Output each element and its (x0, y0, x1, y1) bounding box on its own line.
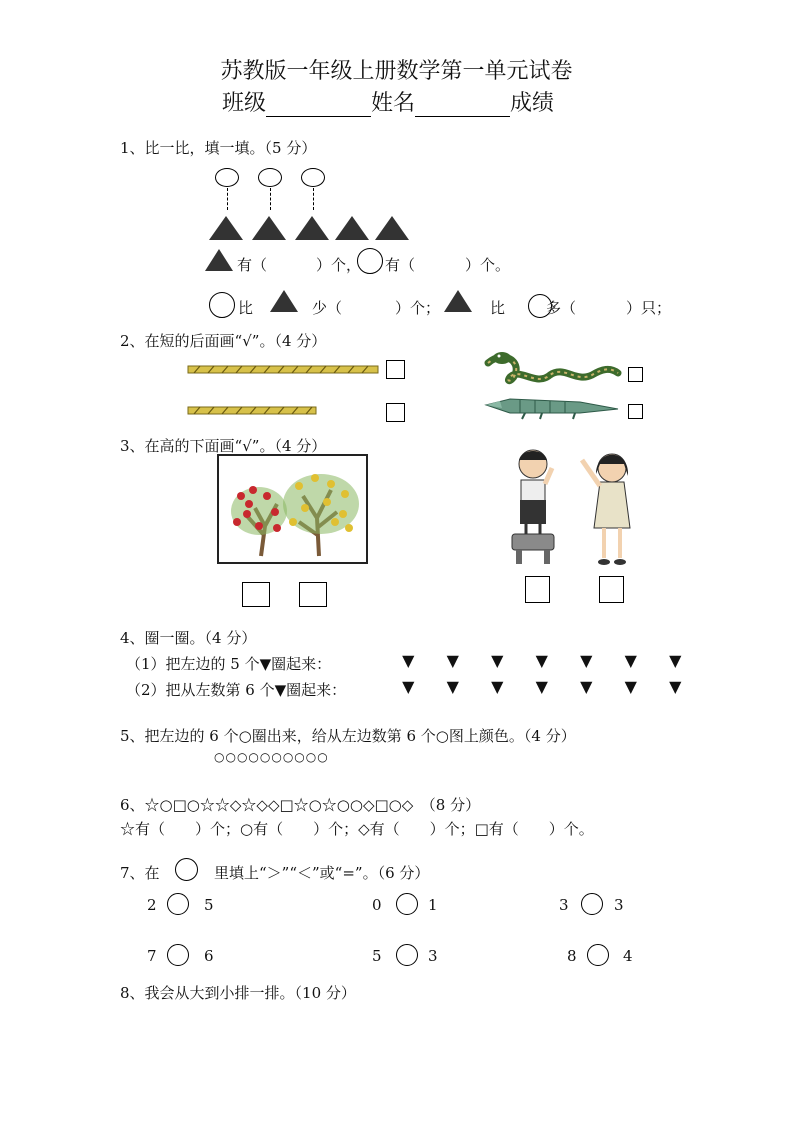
checkbox-crocodile[interactable] (628, 404, 643, 419)
q1-line2-text-a: 比 (238, 299, 254, 317)
q1-title: 1、比一比，填一填。（5 分） (120, 139, 317, 157)
name-label: 姓名 (371, 91, 416, 116)
checkbox-short-rope[interactable] (386, 403, 405, 422)
q1-line2-text-c: ）个； (395, 299, 441, 317)
triangle-icon[interactable]: ▼ (402, 677, 415, 696)
circle-icon (175, 858, 198, 881)
q1-line1-text-c: 有（ (385, 256, 416, 274)
circle-icon (209, 292, 235, 318)
triangle-shape (209, 216, 243, 240)
class-blank[interactable] (266, 96, 371, 117)
q7-right-number: 1 (428, 896, 438, 914)
q2-title: 2、在短的后面画“√”。（4 分） (120, 332, 327, 350)
q4-line1: （1）把左边的 5 个▼圈起来： (126, 655, 332, 673)
name-blank[interactable] (415, 96, 510, 117)
q3-title: 3、在高的下面画“√”。（4 分） (120, 437, 327, 455)
snake-crocodile-illustration (480, 347, 625, 422)
header-line (222, 86, 554, 117)
checkbox-boy[interactable] (525, 576, 550, 603)
q7-left-number: 0 (372, 896, 382, 914)
q1-line2-text-d: 比 (490, 299, 506, 317)
triangle-icon[interactable]: ▼ (491, 651, 504, 670)
q7-title-b: 里填上“＞”“＜”或“=”。（6 分） (214, 864, 430, 882)
q1-line1-text-a: 有（ (237, 256, 268, 274)
q1-line1-text-d: ）个。 (465, 256, 511, 274)
oval-shape (301, 168, 325, 187)
triangle-shape (375, 216, 409, 240)
q7-left-number: 8 (567, 947, 577, 965)
q7-left-number: 3 (559, 896, 569, 914)
q7-right-number: 3 (614, 896, 624, 914)
checkbox-girl[interactable] (599, 576, 624, 603)
triangle-icon[interactable]: ▼ (624, 651, 637, 670)
q7-title-a: 7、在 (120, 864, 160, 882)
triangle-icon[interactable]: ▼ (580, 651, 593, 670)
triangle-icon[interactable]: ▼ (535, 651, 548, 670)
q7-left-number: 2 (147, 896, 157, 914)
triangle-shape (295, 216, 329, 240)
dashed-connector (227, 188, 228, 210)
q7-left-number: 7 (147, 947, 157, 965)
checkbox-tree-right[interactable] (299, 582, 327, 607)
q4-title: 4、圈一圈。（4 分） (120, 629, 257, 647)
compare-circle-input[interactable] (396, 944, 418, 966)
oval-shape (258, 168, 282, 187)
checkbox-tree-left[interactable] (242, 582, 270, 607)
q8-title: 8、我会从大到小排一排。（10 分） (120, 984, 356, 1002)
triangle-icon (270, 290, 298, 312)
triangle-icon[interactable]: ▼ (535, 677, 548, 696)
page-title: 苏教版一年级上册数学第一单元试卷 (220, 59, 573, 84)
triangle-icon[interactable]: ▼ (624, 677, 637, 696)
q1-line2-text-b: 少（ (312, 299, 343, 317)
score-label: 成绩 (510, 91, 555, 116)
q1-line2-text-f: ）只； (626, 299, 672, 317)
q6-answer-line: ☆有（ ）个；○有（ ）个；◇有（ ）个；□有（ ）个。 (120, 820, 594, 838)
compare-circle-input[interactable] (396, 893, 418, 915)
triangle-icon[interactable]: ▼ (446, 651, 459, 670)
compare-circle-input[interactable] (167, 944, 189, 966)
dashed-connector (313, 188, 314, 210)
circle-icon (357, 248, 383, 274)
checkbox-snake[interactable] (628, 367, 643, 382)
compare-circle-input[interactable] (581, 893, 603, 915)
compare-circle-input[interactable] (587, 944, 609, 966)
tree-picture-frame (217, 454, 368, 564)
q4-row2-triangles (386, 677, 698, 696)
oval-shape (215, 168, 239, 187)
checkbox-long-rope[interactable] (386, 360, 405, 379)
fruit-trees-illustration (219, 456, 366, 562)
children-illustration (496, 446, 656, 570)
rope-lines-illustration (186, 360, 381, 420)
compare-circle-input[interactable] (167, 893, 189, 915)
q1-line1-text-b: ）个， (316, 256, 362, 274)
q4-row1-triangles (386, 651, 698, 670)
triangle-icon[interactable]: ▼ (580, 677, 593, 696)
q4-line2: （2）把从左数第 6 个▼圈起来： (126, 681, 347, 699)
class-label: 班级 (222, 91, 267, 116)
triangle-icon[interactable]: ▼ (669, 677, 682, 696)
triangle-icon[interactable]: ▼ (446, 677, 459, 696)
triangle-shape (335, 216, 369, 240)
dashed-connector (270, 188, 271, 210)
q5-title: 5、把左边的 6 个○圈出来，给从左边数第 6 个○图上颜色。（4 分） (120, 727, 576, 745)
triangle-icon[interactable]: ▼ (491, 677, 504, 696)
triangle-icon (444, 290, 472, 312)
q7-right-number: 3 (428, 947, 438, 965)
q5-circles[interactable]: ○○○○○○○○○○ (214, 750, 329, 764)
q7-right-number: 5 (204, 896, 214, 914)
triangle-shape (252, 216, 286, 240)
q7-right-number: 6 (204, 947, 214, 965)
triangle-icon[interactable]: ▼ (669, 651, 682, 670)
triangle-icon[interactable]: ▼ (402, 651, 415, 670)
q7-right-number: 4 (623, 947, 633, 965)
q7-left-number: 5 (372, 947, 382, 965)
q6-title: 6、☆○□○☆☆◇☆◇◇□☆○☆○○◇□○◇ （8 分） (120, 796, 481, 814)
triangle-icon (205, 249, 233, 271)
q1-line2-text-e: 多（ (546, 299, 577, 317)
